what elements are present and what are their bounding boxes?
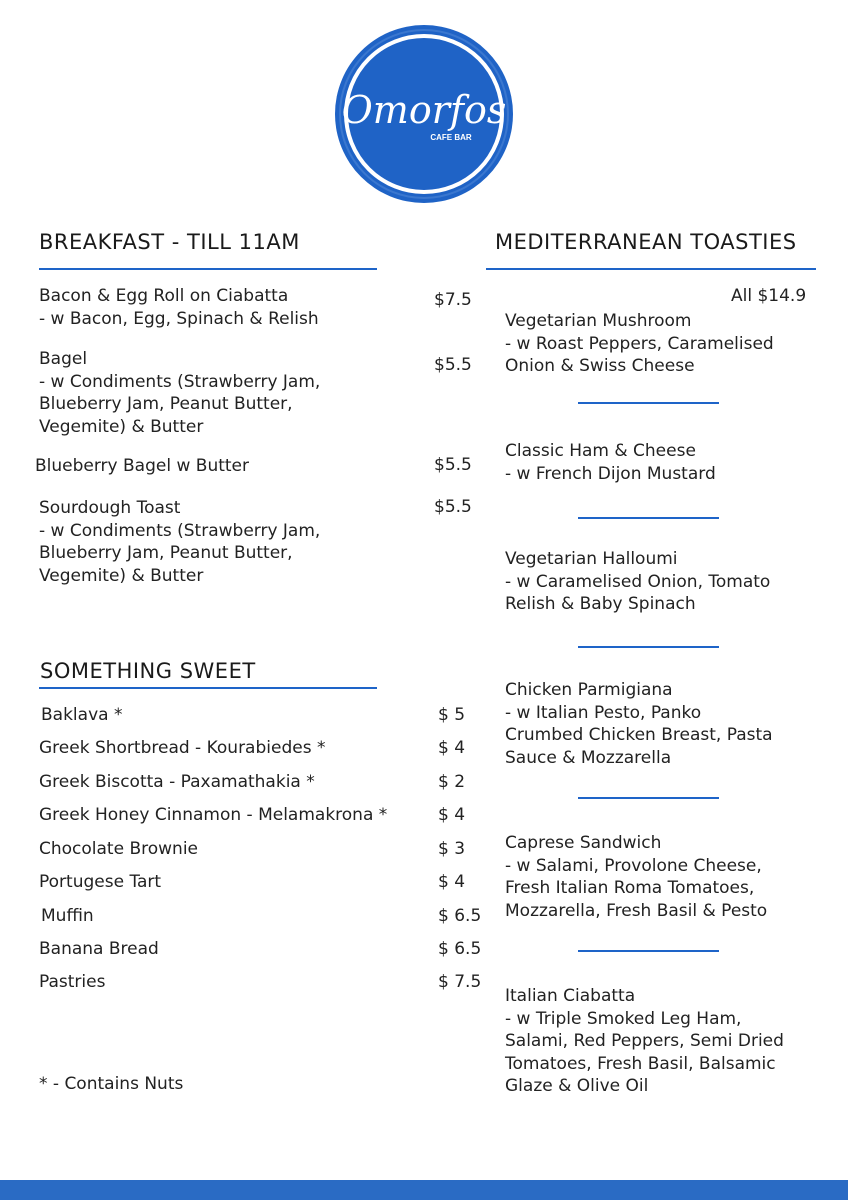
nuts-footnote: * - Contains Nuts (39, 1074, 184, 1094)
toastie-separator (578, 517, 719, 519)
item-description: - w Condiments (Strawberry Jam, (39, 371, 321, 392)
sweet-divider (39, 687, 377, 689)
item-name: Vegetarian Mushroom (505, 311, 692, 331)
toasties-divider (486, 268, 816, 270)
footer-bar (0, 1180, 848, 1200)
toastie-item (505, 985, 784, 1098)
item-description: - w Triple Smoked Leg Ham, (505, 1008, 742, 1029)
item-description: Crumbed Chicken Breast, Pasta (505, 725, 773, 745)
omorfos-logo (333, 23, 515, 205)
item-name: Bacon & Egg Roll on Ciabatta (39, 286, 289, 306)
item-description: Blueberry Jam, Peanut Butter, (39, 394, 293, 414)
item-description: - w Salami, Provolone Cheese, (505, 855, 762, 876)
sweet-item-price: $ 4 (438, 738, 466, 758)
item-description: Relish & Baby Spinach (505, 594, 696, 614)
toasties-title: MEDITERRANEAN TOASTIES (495, 230, 797, 254)
toasties-price-note: All $14.9 (731, 286, 807, 306)
logo-text: Omorfos (341, 88, 507, 132)
item-name: Classic Ham & Cheese (505, 441, 696, 461)
breakfast-item (39, 497, 320, 587)
item-name: Italian Ciabatta (505, 986, 636, 1006)
item-description: Vegemite) & Butter (39, 565, 204, 586)
item-description: - w Condiments (Strawberry Jam, (39, 520, 321, 541)
item-description: - w Italian Pesto, Panko (505, 702, 702, 723)
sweet-item-name: Baklava * (41, 705, 123, 725)
item-description: Sauce & Mozzarella (505, 747, 672, 768)
sweet-item-price: $ 4 (438, 872, 466, 892)
sweet-item-price: $ 6.5 (438, 939, 482, 959)
item-price: $5.5 (434, 355, 472, 375)
toastie-item (505, 440, 716, 485)
item-price: $5.5 (434, 455, 472, 475)
breakfast-item (39, 285, 319, 330)
sweet-item-name: Portugese Tart (39, 872, 162, 892)
sweet-item-price: $ 2 (438, 772, 466, 792)
item-name: Blueberry Bagel w Butter (35, 456, 249, 476)
toastie-item (505, 310, 774, 378)
item-description: Blueberry Jam, Peanut Butter, (39, 543, 293, 563)
breakfast-item (39, 348, 320, 438)
item-description: - w French Dijon Mustard (505, 463, 716, 484)
sweet-item-price: $ 5 (438, 705, 466, 725)
sweet-item-price: $ 4 (438, 805, 466, 825)
item-description: Onion & Swiss Cheese (505, 356, 695, 376)
breakfast-title: BREAKFAST - TILL 11AM (39, 230, 300, 254)
sweet-title: SOMETHING SWEET (40, 659, 256, 683)
item-description: Tomatoes, Fresh Basil, Balsamic (505, 1053, 776, 1074)
toastie-item (505, 679, 773, 769)
sweet-item-name: Muffin (41, 906, 94, 926)
item-description: - w Roast Peppers, Caramelised (505, 333, 774, 354)
sweet-item-name: Greek Honey Cinnamon - Melamakrona * (39, 805, 388, 825)
item-description: - w Caramelised Onion, Tomato (505, 571, 771, 592)
item-name: Caprese Sandwich (505, 833, 662, 853)
toastie-separator (578, 402, 719, 404)
toastie-separator (578, 646, 719, 648)
item-name: Vegetarian Halloumi (505, 549, 678, 569)
sweet-item-name: Pastries (39, 972, 106, 992)
logo-subtext: CAFE BAR (430, 133, 472, 142)
item-name: Bagel (39, 349, 88, 369)
sweet-item-price: $ 7.5 (438, 972, 482, 992)
item-description: - w Bacon, Egg, Spinach & Relish (39, 308, 319, 329)
toastie-item (505, 548, 770, 616)
item-name: Chicken Parmigiana (505, 680, 673, 700)
item-price: $5.5 (434, 497, 472, 517)
item-description: Salami, Red Peppers, Semi Dried (505, 1031, 784, 1051)
sweet-item-name: Greek Biscotta - Paxamathakia * (39, 772, 315, 792)
item-price: $7.5 (434, 290, 472, 310)
item-description: Glaze & Olive Oil (505, 1076, 649, 1096)
item-description: Vegemite) & Butter (39, 416, 204, 437)
sweet-item-name: Greek Shortbread - Kourabiedes * (39, 738, 326, 758)
sweet-item-name: Banana Bread (39, 939, 159, 959)
breakfast-item (35, 455, 249, 478)
sweet-item-price: $ 6.5 (438, 906, 482, 926)
breakfast-divider (39, 268, 377, 270)
sweet-item-price: $ 3 (438, 839, 466, 859)
item-name: Sourdough Toast (39, 498, 181, 518)
item-description: Mozzarella, Fresh Basil & Pesto (505, 900, 768, 921)
toastie-separator (578, 950, 719, 952)
sweet-item-name: Chocolate Brownie (39, 839, 199, 859)
toastie-item (505, 832, 767, 922)
item-description: Fresh Italian Roma Tomatoes, (505, 878, 755, 898)
toastie-separator (578, 797, 719, 799)
